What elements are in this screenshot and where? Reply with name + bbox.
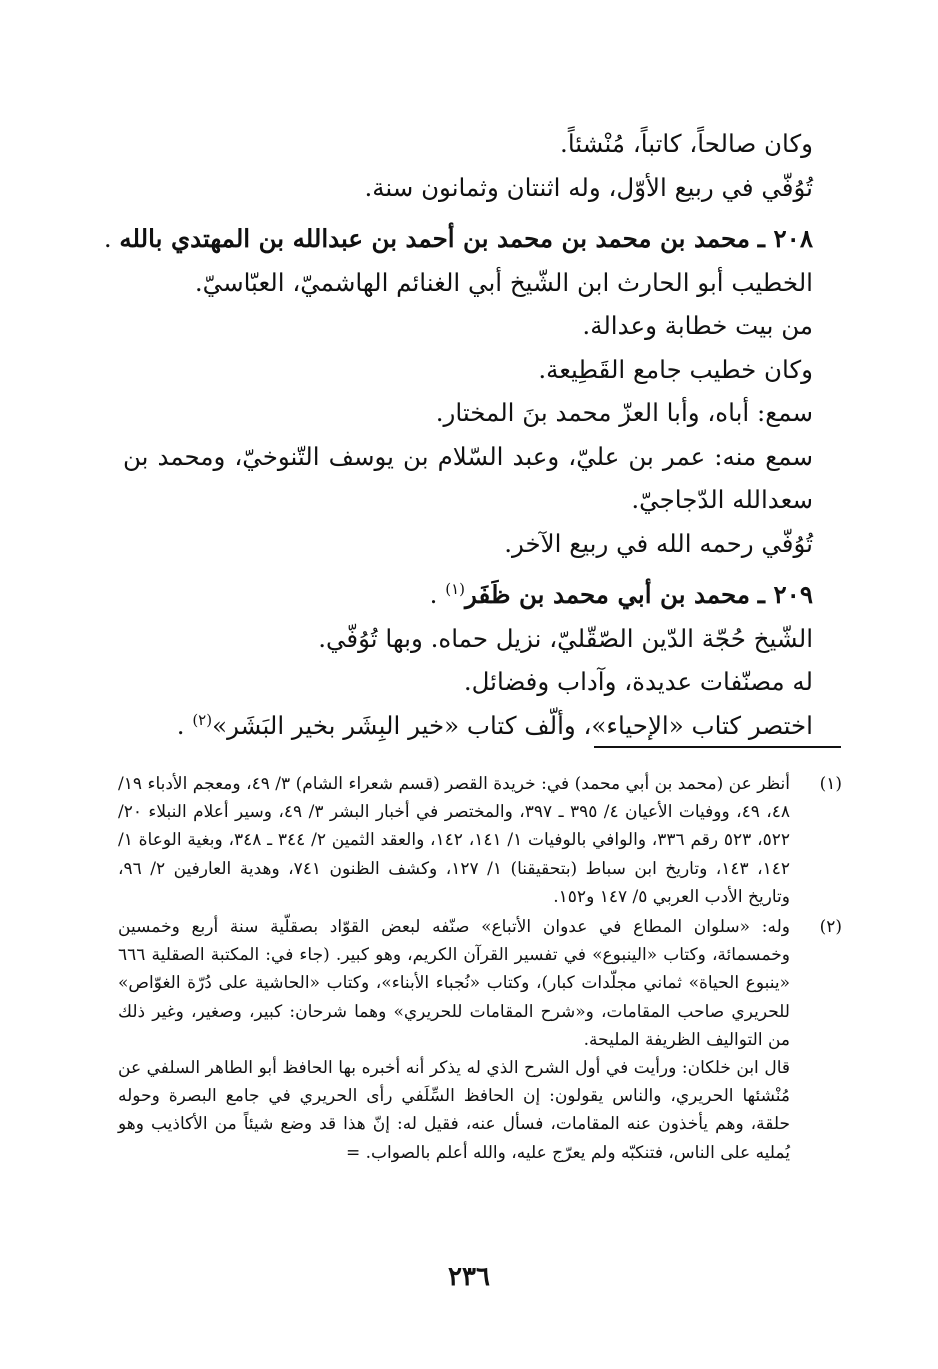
footnote-text: وله: «سلوان المطاع في عدوان الأتباع» صنّفه لبعض القوّاد بصقلّية سنة أربع وخمسين وخمسمائة، وكتاب «الينبوع» في تفسير القرآن الكريم، وهو كبير. (جاء في: المكتبة الصقلية ٦٦٦ «ينبوع الحياة» ثماني مجلّدات كبار)، وكتاب «نُجباء الأبناء»، وكتاب «الحاشية على دُرّة الغوّاص» للحريري صاحب المقامات، و«شرح المقامات للحريري» وهما شرحان: كبير، وصغير، وغير ذلك من التواليف الظريفة المليحة.: [118, 917, 790, 1050]
text-line: تُوُفّي في ربيع الأوّل، وله اثنتان وثمانون سنة.: [364, 172, 813, 202]
entry-name: محمد بن أبي محمد بن ظَفَر: [465, 580, 750, 609]
entry-end: .: [176, 710, 185, 740]
footnote-2: [118, 913, 842, 1167]
footnote-number: (٢): [819, 917, 842, 938]
line-text: اختصر كتاب «الإحياء»، وألّف كتاب «خير البِشَر بخير البَشَر»: [212, 710, 813, 740]
entry-end: .: [429, 580, 438, 609]
footnote-number: (١): [819, 774, 842, 794]
footnote-text: أنظر عن (محمد بن أبي محمد) في: خريدة القصر (قسم شعراء الشام) ٣/ ٤٩، ومعجم الأدباء ١٩/ ٤٨، ٤٩، ووفيات الأعيان ٤/ ٣٩٥ ـ ٣٩٧، والمختصر في أخبار البشر ٣/ ٤٩، وسير أعلام النبلاء ٢٠/ ٥٢٢، ٥٢٣ رقم ٣٣٦، والوافي بالوفيات ١/ ١٤١، ١٤٢، والعقد الثمين ٢/ ٣٤٤ ـ ٣٤٨، وبغية الوعاة ١/ ١٤٢، ١٤٣، وتاريخ ابن سباط (بتحقيقنا) ١/ ١٢٧، وكشف الظنون ٧٤١، وهدية العارفين ٢/ ٩٦، وتاريخ الأدب العربي ٥/ ١٤٧ و١٥٢.: [118, 774, 791, 907]
footnote-marker: (١): [445, 579, 466, 598]
text-line: الخطيب أبو الحارث ابن الشّيخ أبي الغنائم الهاشميّ، العبّاسيّ.: [194, 267, 813, 297]
footnote-separator: [594, 746, 841, 748]
entry-name: محمد بن محمد بن محمد بن أحمد بن عبدالله بن المهتدي بالله: [119, 224, 750, 253]
text-line: [123, 704, 813, 748]
footnote-text: قال ابن خلكان: ورأيت في أول الشرح الذي له يذكر أنه أخبره بها الحافظ أبو الطاهر السلفي عن مُنْشئها الحريري، والناس يقولون: إن الحافظ السِّلَفي رأى الحريري في جامع البصرة وحوله حلقة، وهم يأخذون عنه المقامات، فسأل عنه، فقيل له: إنّ هذا قد وضع شيئاً من الأكاذيب وهو يُمليه على الناس، فتنكبّه ولم يعرّج عليه، والله أعلم بالصواب. =: [118, 1058, 790, 1163]
footnote-marker: (٢): [192, 710, 213, 729]
entry-208-heading: [103, 217, 813, 261]
entry-number: ٢٠٩ ـ: [757, 580, 813, 609]
text-line: وكان خطيب جامع القَطِيعة.: [538, 354, 813, 384]
main-text: [103, 122, 813, 747]
text-line: سمع منه: عمر بن عليّ، وعبد السّلام بن يوسف التّنوخيّ، ومحمد بن سعدالله الدّجاجيّ.: [123, 441, 813, 514]
entry-number: ٢٠٨ ـ: [757, 224, 813, 253]
text-line: له مصنّفات عديدة، وآداب وفضائل.: [463, 667, 813, 696]
footnote-1: [118, 770, 842, 911]
entry-end: .: [103, 224, 112, 253]
text-line: الشّيخ حُجّة الدّين الصّقّليّ، نزيل حماه. وبها تُوُفّي.: [318, 623, 813, 653]
text-line: تُوُفّي رحمه الله في ربيع الآخر.: [504, 528, 813, 558]
page-number: ٢٣٦: [448, 1262, 490, 1292]
text-line: من بيت خطابة وعدالة.: [582, 311, 813, 340]
text-line: سمع: أباه، وأبا العزّ محمد بنَ المختار.: [435, 398, 813, 427]
footnotes: [118, 770, 842, 1169]
text-line: وكان صالحاً، كاتباً، مُنْشئاً.: [560, 129, 813, 158]
entry-209-heading: [123, 573, 813, 617]
